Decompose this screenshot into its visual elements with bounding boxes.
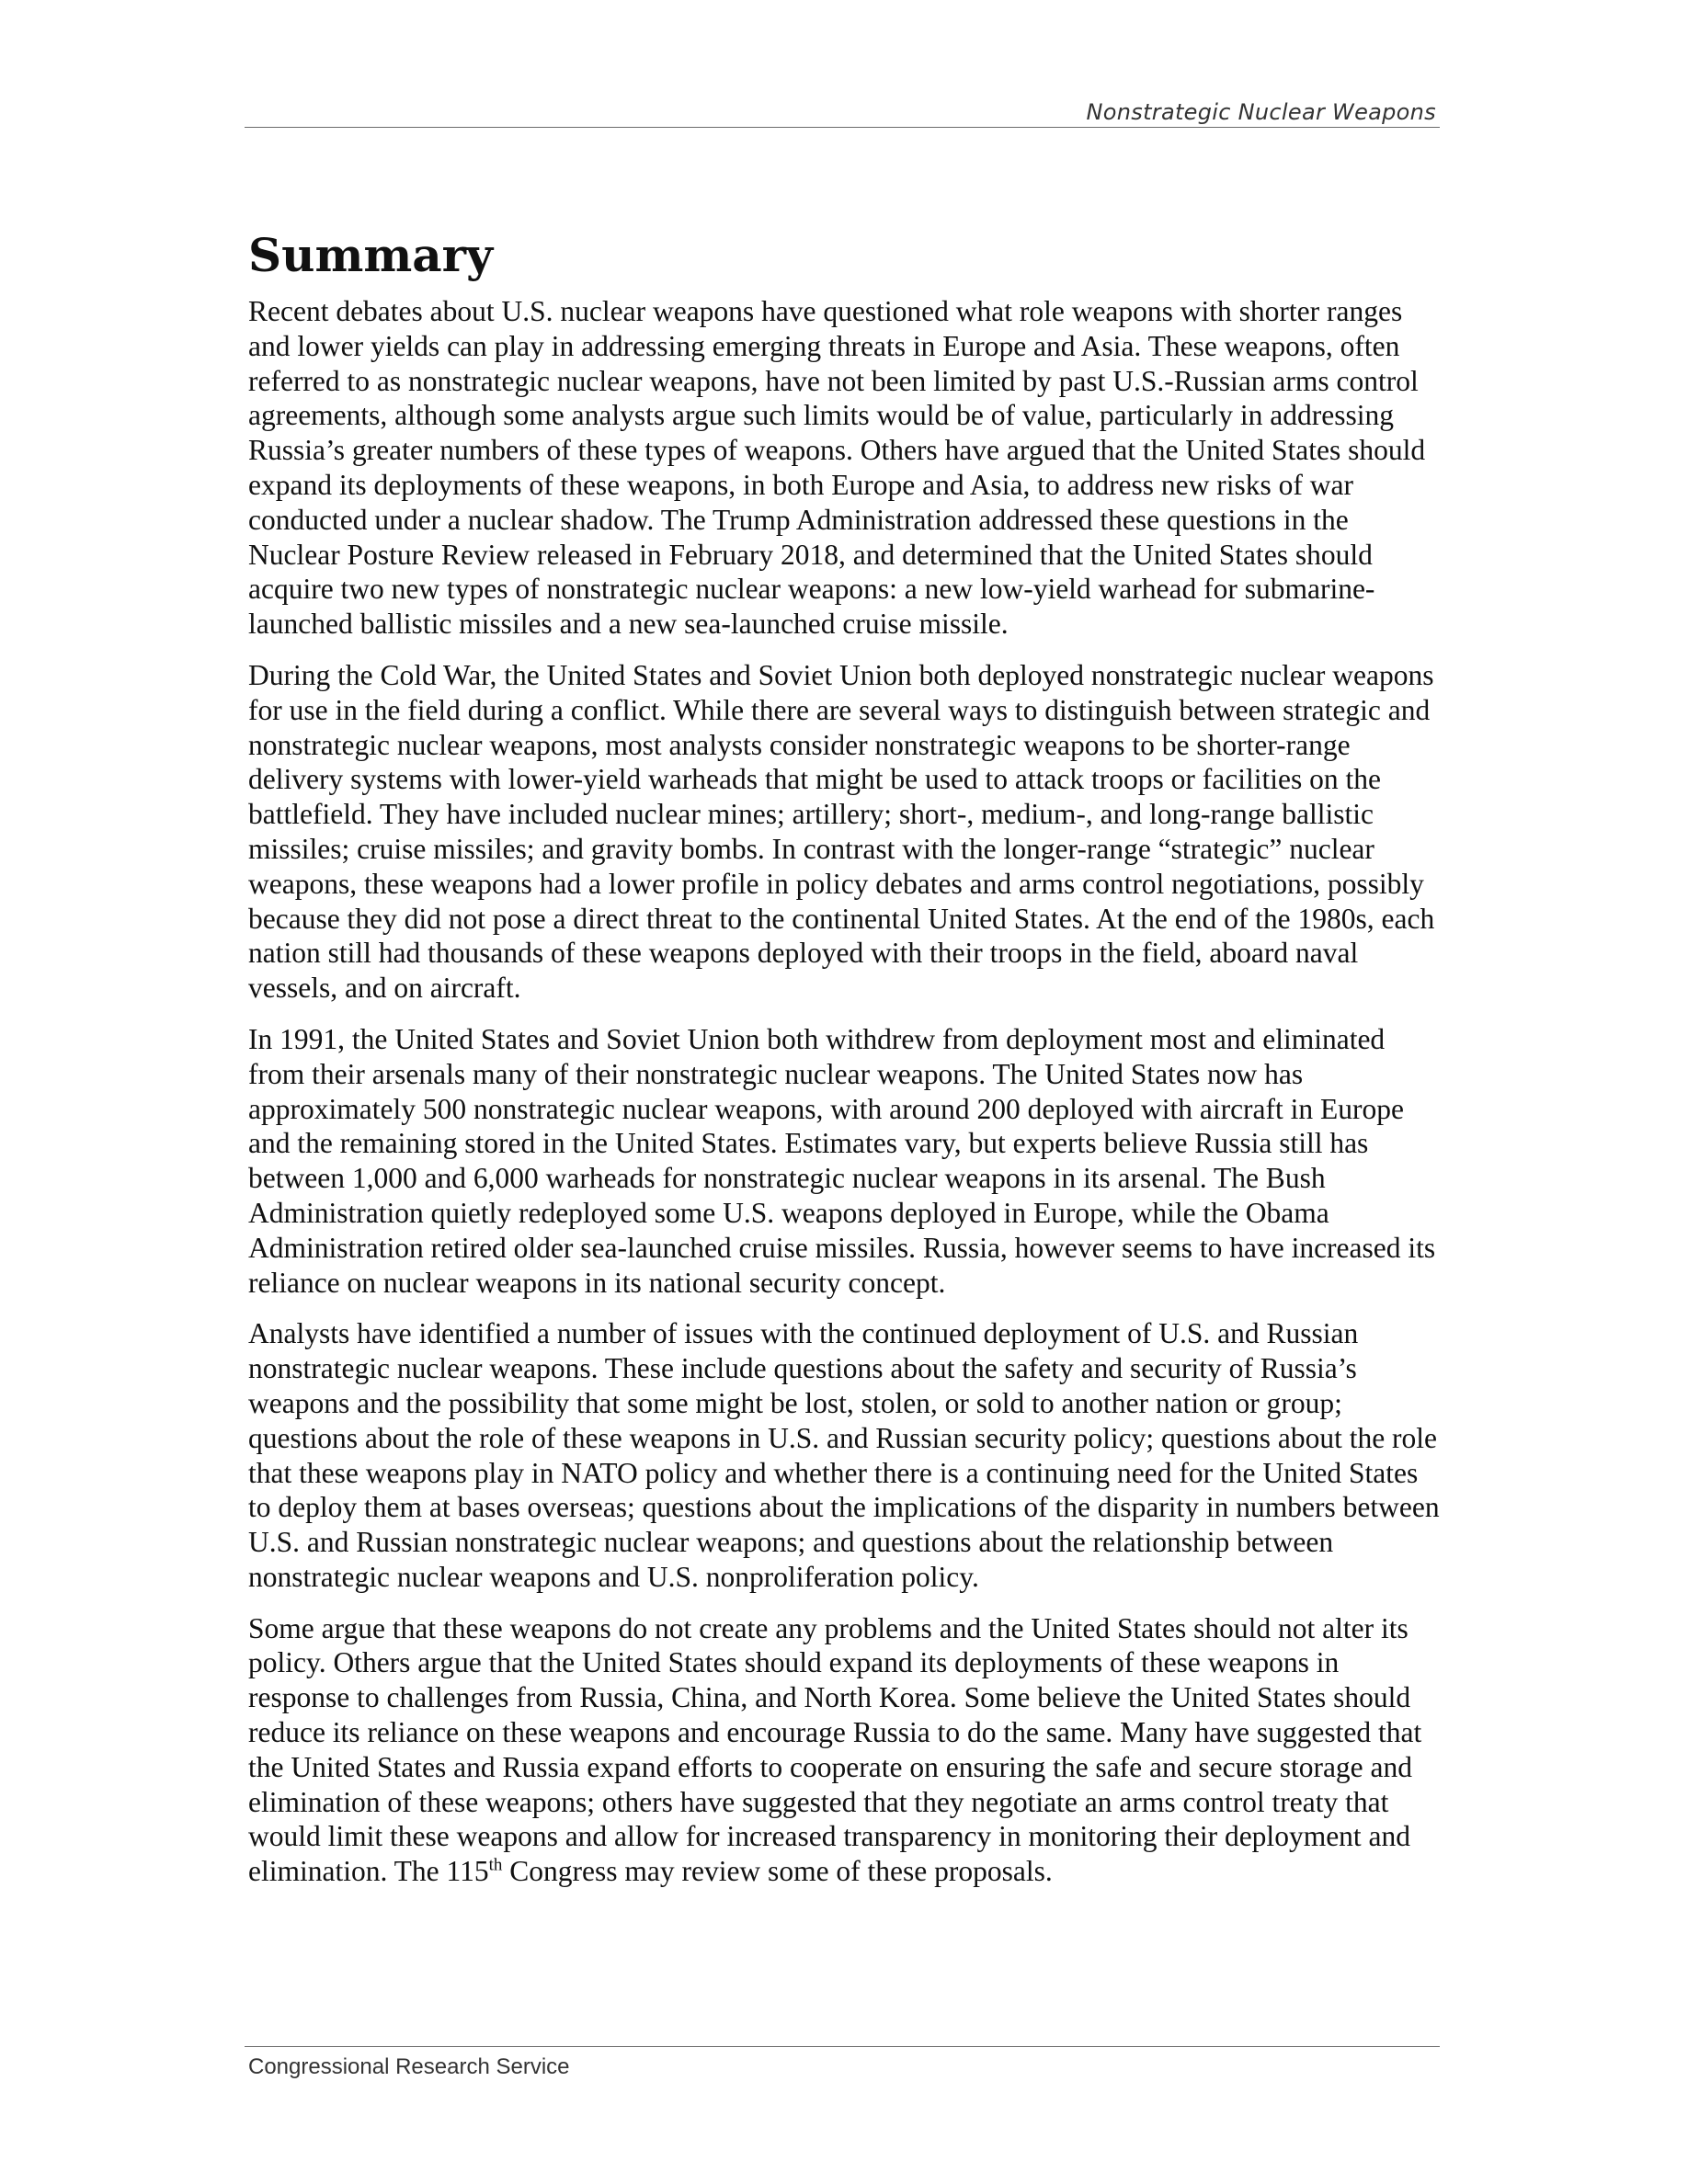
- summary-paragraph-5: [248, 1611, 1443, 1889]
- summary-paragraph-2: During the Cold War, the United States and Soviet Union both deployed nonstrategic nuclear weapons for use in the field during a conflict. While there are several ways to distinguish between strategic and nonstrategic nuclear weapons, most analysts consider nonstrategic weapons to be shorter-range delivery systems with lower-yield warheads that might be used to attack troops or facilities on the battlefield. They have included nuclear mines; artillery; short-, medium-, and long-range ballistic missiles; cruise missiles; and gravity bombs. In contrast with the longer-range “strategic” nuclear weapons, these weapons had a lower profile in policy debates and arms control negotiations, possibly because they did not pose a direct threat to the continental United States. At the end of the 1980s, each nation still had thousands of these weapons deployed with their troops in the field, aboard naval vessels, and on aircraft.: [248, 658, 1435, 1005]
- ordinal-superscript: th: [488, 1855, 503, 1875]
- paragraph-text-before: Some argue that these weapons do not create any problems and the United States should not alter its policy. Others argue that the United States should expand its deployments of these weapons in response to challenges from Russia, China, and North Korea. Some believe the United States should reduce its reliance on these weapons and encourage Russia to do the same. Many have suggested that the United States and Russia expand efforts to cooperate on ensuring the safe and secure storage and elimination of these weapons; others have suggested that they negotiate an arms control treaty that would limit these weapons and allow for increased transparency in monitoring their deployment and elimination. The 115: [248, 1611, 1422, 1888]
- summary-paragraph-4: Analysts have identified a number of issues with the continued deployment of U.S. and Russian nonstrategic nuclear weapons. These include questions about the safety and security of Russia’s weapons and the possibility that some might be lost, stolen, or sold to another nation or group; questions about the role of these weapons in U.S. and Russian security policy; questions about the role that these weapons play in NATO policy and whether there is a continuing need for the United States to deploy them at bases overseas; questions about the implications of the disparity in numbers between U.S. and Russian nonstrategic nuclear weapons; and questions about the relationship between nonstrategic nuclear weapons and U.S. nonproliferation policy.: [248, 1317, 1440, 1593]
- paragraph-text-after: Congress may review some of these proposals.: [502, 1855, 1053, 1888]
- page-footer: [245, 2046, 1440, 2079]
- running-title: Nonstrategic Nuclear Weapons: [1086, 99, 1436, 125]
- footer-source: Congressional Research Service: [248, 2054, 570, 2079]
- summary-paragraph-3: In 1991, the United States and Soviet Union both withdrew from deployment most and eliminated from their arsenals many of their nonstrategic nuclear weapons. The United States now has approximately 500 nonstrategic nuclear weapons, with around 200 deployed with aircraft in Europe and the remaining stored in the United States. Estimates vary, but experts believe Russia still has between 1,000 and 6,000 warheads for nonstrategic nuclear weapons in its arsenal. The Bush Administration quietly redeployed some U.S. weapons deployed in Europe, while the Obama Administration retired older sea-launched cruise missiles. Russia, however seems to have increased its reliance on nuclear weapons in its national security concept.: [248, 1022, 1436, 1299]
- main-content: [248, 228, 1443, 1905]
- summary-paragraph-1: Recent debates about U.S. nuclear weapons have questioned what role weapons with shorter ranges and lower yields can play in addressing emerging threats in Europe and Asia. These weapons, often referred to as nonstrategic nuclear weapons, have not been limited by past U.S.-Russian arms control agreements, although some analysts argue such limits would be of value, particularly in addressing Russia’s greater numbers of these types of weapons. Others have argued that the United States should expand its deployments of these weapons, in both Europe and Asia, to address new risks of war conducted under a nuclear shadow. The Trump Administration addressed these questions in the Nuclear Posture Review released in February 2018, and determined that the United States should acquire two new types of nonstrategic nuclear weapons: a new low-yield warhead for submarine-launched ballistic missiles and a new sea-launched cruise missile.: [248, 295, 1426, 641]
- section-heading: Summary: [248, 228, 494, 282]
- page-header: [245, 99, 1440, 128]
